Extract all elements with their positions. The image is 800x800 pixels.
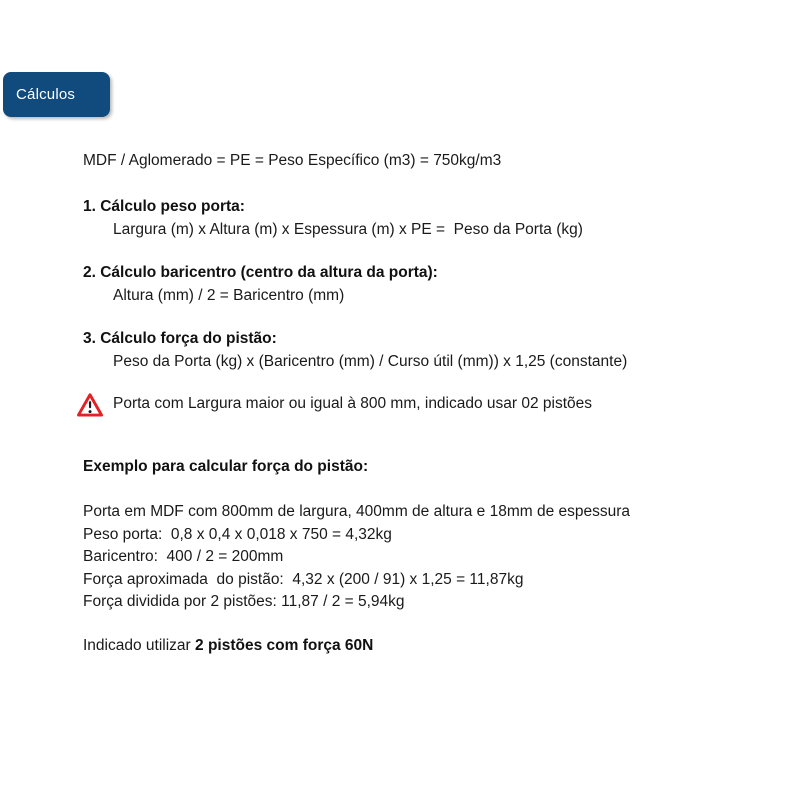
conclusion-bold: 2 pistões com força 60N <box>195 636 374 654</box>
example-line-1: Porta em MDF com 800mm de largura, 400mm de altura e 18mm de espessura <box>83 503 631 520</box>
warning-row <box>76 392 763 418</box>
conclusion-line <box>83 635 763 658</box>
example-heading: Exemplo para calcular força do pistão: <box>83 457 369 475</box>
section-2-heading: 2. Cálculo baricentro (centro da altura da porta): <box>83 263 438 281</box>
example-line-2: Peso porta: 0,8 x 0,4 x 0,018 x 750 = 4,32kg <box>83 525 392 543</box>
section-1-formula: Largura (m) x Altura (m) x Espessura (m) x PE = Peso da Porta (kg) <box>113 221 583 238</box>
warning-triangle-icon <box>76 392 104 418</box>
content-area <box>83 150 763 657</box>
section-1-heading: 1. Cálculo peso porta: <box>83 197 245 215</box>
example-line-5: Força dividida por 2 pistões: 11,87 / 2 = 5,94kg <box>83 593 405 610</box>
intro-formula: MDF / Aglomerado = PE = Peso Específico (m3) = 750kg/m3 <box>83 152 502 169</box>
example-line-4: Força aproximada do pistão: 4,32 x (200 / 91) x 1,25 = 11,87kg <box>83 570 524 588</box>
section-2-formula: Altura (mm) / 2 = Baricentro (mm) <box>113 287 345 304</box>
example-line-3: Baricentro: 400 / 2 = 200mm <box>83 548 284 565</box>
section-3-heading: 3. Cálculo força do pistão: <box>83 329 277 347</box>
tab-calculos[interactable] <box>3 72 110 117</box>
section-3-formula: Peso da Porta (kg) x (Baricentro (mm) / Curso útil (mm)) x 1,25 (constante) <box>113 353 628 370</box>
warning-text: Porta com Largura maior ou igual à 800 mm, indicado usar 02 pistões <box>113 395 593 413</box>
tab-label: Cálculos <box>16 86 76 103</box>
conclusion-prefix: Indicado utilizar <box>83 636 196 654</box>
